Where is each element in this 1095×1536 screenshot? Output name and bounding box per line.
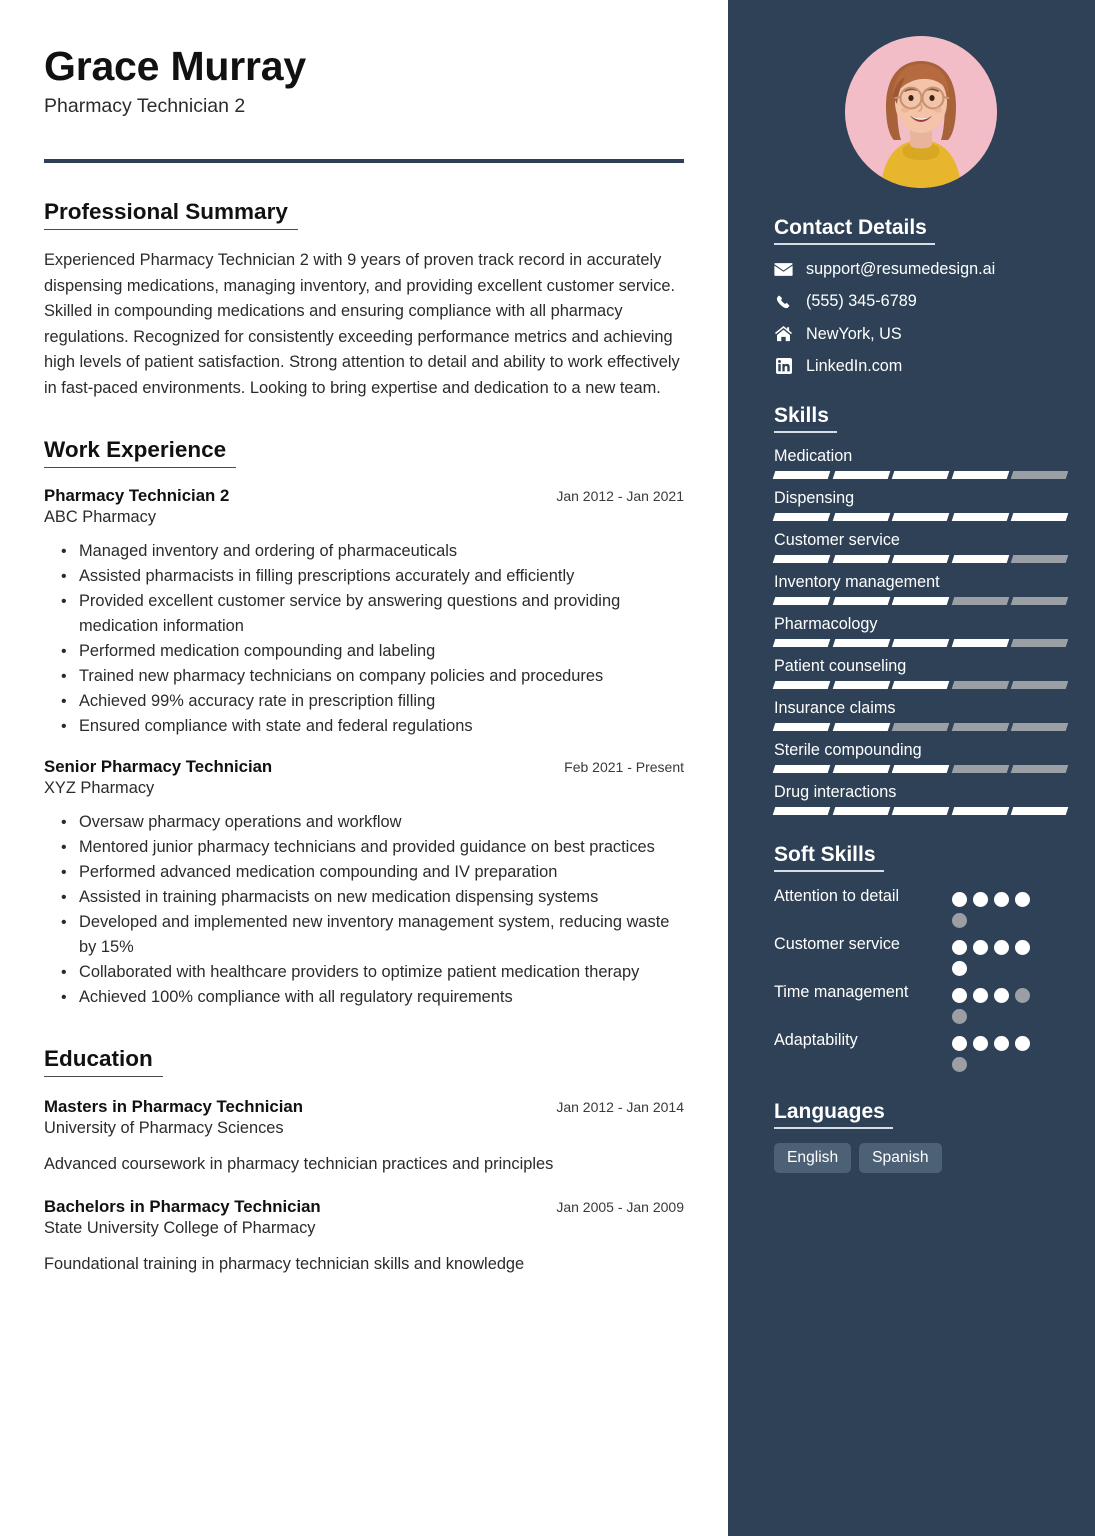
skill-label: Insurance claims xyxy=(774,699,896,717)
work-entry xyxy=(44,486,684,739)
skill-rating-bar xyxy=(774,807,1067,815)
work-bullet: • Oversaw pharmacy operations and workflow xyxy=(79,810,684,835)
skill-segment xyxy=(832,513,889,521)
skill-segment xyxy=(892,723,949,731)
soft-skill-dot xyxy=(994,988,1009,1003)
contact-item[interactable] xyxy=(774,259,1067,279)
skill-label: Inventory management xyxy=(774,573,940,591)
skill-segment xyxy=(832,471,889,479)
home-icon xyxy=(774,324,793,343)
soft-skill-rating xyxy=(952,1030,1042,1072)
skill-row xyxy=(774,657,1067,689)
section-languages xyxy=(774,1100,1067,1173)
section-title-soft-skills: Soft Skills xyxy=(774,843,876,872)
work-bullet: • Achieved 99% accuracy rate in prescription filling xyxy=(79,689,684,714)
contact-item[interactable] xyxy=(774,291,1067,311)
skill-segment xyxy=(1011,681,1068,689)
avatar xyxy=(845,36,997,188)
skills-list xyxy=(774,447,1067,815)
education-entry-header xyxy=(44,1197,684,1217)
soft-skill-label: Time management xyxy=(774,983,909,1001)
soft-skill-dot xyxy=(1015,940,1030,955)
soft-skill-dot xyxy=(952,1009,967,1024)
soft-skill-dot xyxy=(1015,1036,1030,1051)
skill-segment xyxy=(951,765,1008,773)
section-education xyxy=(44,1046,684,1277)
section-soft-skills xyxy=(774,843,1067,1072)
work-bullet: • Developed and implemented new inventory management system, reducing waste by 15% xyxy=(79,910,684,960)
work-entry-header xyxy=(44,757,684,777)
skill-segment xyxy=(1011,471,1068,479)
work-bullet: • Ensured compliance with state and federal regulations xyxy=(79,714,684,739)
skill-segment xyxy=(832,639,889,647)
work-entry-header xyxy=(44,486,684,506)
avatar-container xyxy=(774,36,1067,188)
soft-skill-dot xyxy=(994,940,1009,955)
skill-row xyxy=(774,573,1067,605)
header-divider xyxy=(44,159,684,163)
work-bullet: • Assisted pharmacists in filling prescriptions accurately and efficiently xyxy=(79,564,684,589)
soft-skill-dot xyxy=(973,892,988,907)
skill-segment xyxy=(1011,513,1068,521)
soft-skill-dot xyxy=(952,913,967,928)
education-school: University of Pharmacy Sciences xyxy=(44,1119,284,1138)
skill-segment xyxy=(832,597,889,605)
soft-skill-dot xyxy=(1015,892,1030,907)
work-bullet: • Performed medication compounding and labeling xyxy=(79,639,684,664)
soft-skill-dot xyxy=(952,961,967,976)
education-degree: Masters in Pharmacy Technician xyxy=(44,1097,303,1117)
summary-text: Experienced Pharmacy Technician 2 with 9 years of proven track record in accurately dispensing medications, managing inventory, and providing excellent customer service. Skilled in compounding medications and ensuring compliance with all pharmacy regulations. Recognized for consistently exceeding performance metrics and achieving high levels of patient satisfaction. Strong attention to detail and ability to work effectively in fast-paced environments. Looking to bring expertise and dedication to a new team. xyxy=(44,251,680,397)
education-entry xyxy=(44,1097,684,1177)
soft-skill-rating xyxy=(952,934,1042,976)
soft-skill-dot xyxy=(994,1036,1009,1051)
skill-label: Medication xyxy=(774,447,853,465)
skill-segment xyxy=(832,681,889,689)
education-school: State University College of Pharmacy xyxy=(44,1219,316,1238)
work-entry-date: Jan 2012 - Jan 2021 xyxy=(556,488,684,505)
skill-segment xyxy=(773,807,830,815)
skill-segment xyxy=(1011,807,1068,815)
skill-segment xyxy=(951,681,1008,689)
section-contact-details xyxy=(774,216,1067,376)
skill-segment xyxy=(951,597,1008,605)
skill-rating-bar xyxy=(774,681,1067,689)
education-degree: Bachelors in Pharmacy Technician xyxy=(44,1197,321,1217)
skill-rating-bar xyxy=(774,513,1067,521)
skill-segment xyxy=(951,555,1008,563)
skill-label: Customer service xyxy=(774,531,900,549)
soft-skill-label: Attention to detail xyxy=(774,887,900,905)
work-bullet: • Collaborated with healthcare providers to optimize patient medication therapy xyxy=(79,960,684,985)
soft-skill-dot xyxy=(952,892,967,907)
soft-skill-dot xyxy=(973,988,988,1003)
work-bullet: • Mentored junior pharmacy technicians and provided guidance on best practices xyxy=(79,835,684,860)
work-entry xyxy=(44,757,684,1010)
skill-rating-bar xyxy=(774,597,1067,605)
linkedin-icon xyxy=(774,356,793,375)
work-bullet: • Performed advanced medication compounding and IV preparation xyxy=(79,860,684,885)
education-date: Jan 2005 - Jan 2009 xyxy=(556,1199,684,1216)
skill-label: Patient counseling xyxy=(774,657,907,675)
skill-label: Pharmacology xyxy=(774,615,878,633)
soft-skill-row xyxy=(774,982,1067,1024)
soft-skill-row xyxy=(774,1030,1067,1072)
skill-row xyxy=(774,531,1067,563)
skill-segment xyxy=(951,807,1008,815)
soft-skill-dot xyxy=(973,940,988,955)
skill-row xyxy=(774,447,1067,479)
education-date: Jan 2012 - Jan 2014 xyxy=(556,1099,684,1116)
profile-photo-illustration xyxy=(845,36,997,188)
section-title-skills: Skills xyxy=(774,404,829,433)
skill-segment xyxy=(1011,555,1068,563)
soft-skill-dot xyxy=(952,940,967,955)
skill-segment xyxy=(892,639,949,647)
skill-segment xyxy=(951,723,1008,731)
work-bullet: • Managed inventory and ordering of pharmaceuticals xyxy=(79,539,684,564)
work-entry-title: Pharmacy Technician 2 xyxy=(44,486,230,506)
skill-segment xyxy=(892,555,949,563)
section-title-summary: Professional Summary xyxy=(44,199,288,230)
work-bullet-list xyxy=(44,810,684,1010)
contact-value: NewYork, US xyxy=(806,324,902,343)
soft-skill-dot xyxy=(1015,988,1030,1003)
work-bullet: • Achieved 100% compliance with all regulatory requirements xyxy=(79,985,684,1010)
skill-row xyxy=(774,489,1067,521)
language-list xyxy=(774,1143,1067,1173)
candidate-job-title: Pharmacy Technician 2 xyxy=(44,95,246,118)
soft-skill-rating xyxy=(952,982,1042,1024)
soft-skill-rating xyxy=(952,886,1042,928)
contact-value: (555) 345-6789 xyxy=(806,292,917,311)
skill-segment xyxy=(773,765,830,773)
work-entry-company: XYZ Pharmacy xyxy=(44,779,155,798)
education-description: Advanced coursework in pharmacy technician practices and principles xyxy=(44,1155,554,1174)
section-title-education: Education xyxy=(44,1046,153,1077)
soft-skill-dot xyxy=(952,1036,967,1051)
soft-skill-label: Customer service xyxy=(774,935,900,953)
soft-skill-label: Adaptability xyxy=(774,1031,858,1049)
work-bullet: • Assisted in training pharmacists on new medication dispensing systems xyxy=(79,885,684,910)
candidate-name: Grace Murray xyxy=(44,43,306,89)
skill-segment xyxy=(773,723,830,731)
language-pill: Spanish xyxy=(859,1143,941,1173)
skill-segment xyxy=(1011,639,1068,647)
skill-rating-bar xyxy=(774,471,1067,479)
skill-segment xyxy=(773,555,830,563)
skill-segment xyxy=(1011,723,1068,731)
skill-rating-bar xyxy=(774,723,1067,731)
skill-segment xyxy=(773,597,830,605)
envelope-icon xyxy=(774,260,793,279)
skill-segment xyxy=(832,765,889,773)
soft-skills-list xyxy=(774,886,1067,1072)
skill-segment xyxy=(892,471,949,479)
skill-row xyxy=(774,741,1067,773)
work-entry-company: ABC Pharmacy xyxy=(44,508,157,527)
skill-row xyxy=(774,615,1067,647)
skill-segment xyxy=(773,681,830,689)
skill-segment xyxy=(832,555,889,563)
skill-segment xyxy=(832,723,889,731)
education-entry-list xyxy=(44,1097,684,1277)
header-block xyxy=(44,44,684,118)
skill-row xyxy=(774,783,1067,815)
skill-segment xyxy=(951,639,1008,647)
section-title-contact: Contact Details xyxy=(774,216,927,245)
skill-rating-bar xyxy=(774,765,1067,773)
soft-skill-dot xyxy=(973,1036,988,1051)
section-skills xyxy=(774,404,1067,815)
skill-segment xyxy=(773,513,830,521)
sidebar xyxy=(728,0,1095,1536)
contact-item[interactable] xyxy=(774,356,1067,376)
language-pill: English xyxy=(774,1143,851,1173)
work-entry-date: Feb 2021 - Present xyxy=(564,759,684,776)
skill-segment xyxy=(1011,765,1068,773)
education-entry xyxy=(44,1197,684,1277)
section-title-work: Work Experience xyxy=(44,437,226,468)
skill-segment xyxy=(832,807,889,815)
skill-segment xyxy=(892,807,949,815)
soft-skill-row xyxy=(774,886,1067,928)
soft-skill-dot xyxy=(952,988,967,1003)
section-professional-summary xyxy=(44,199,684,401)
education-entry-header xyxy=(44,1097,684,1117)
work-entry-title: Senior Pharmacy Technician xyxy=(44,757,273,777)
contact-item[interactable] xyxy=(774,324,1067,344)
section-title-languages: Languages xyxy=(774,1100,885,1129)
skill-segment xyxy=(892,597,949,605)
skill-segment xyxy=(892,681,949,689)
skill-label: Sterile compounding xyxy=(774,741,922,759)
skill-rating-bar xyxy=(774,555,1067,563)
skill-segment xyxy=(892,765,949,773)
skill-label: Drug interactions xyxy=(774,783,897,801)
soft-skill-dot xyxy=(952,1057,967,1072)
skill-segment xyxy=(951,513,1008,521)
contact-value: LinkedIn.com xyxy=(806,356,903,375)
work-bullet: • Trained new pharmacy technicians on company policies and procedures xyxy=(79,664,684,689)
skill-segment xyxy=(773,471,830,479)
phone-icon xyxy=(774,292,793,311)
skill-segment xyxy=(1011,597,1068,605)
contact-list xyxy=(774,259,1067,376)
work-entry-list xyxy=(44,486,684,1010)
soft-skill-dot xyxy=(994,892,1009,907)
soft-skill-row xyxy=(774,934,1067,976)
skill-rating-bar xyxy=(774,639,1067,647)
work-bullet-list xyxy=(44,539,684,739)
section-work-experience xyxy=(44,437,684,1010)
skill-segment xyxy=(773,639,830,647)
skill-segment xyxy=(951,471,1008,479)
work-bullet: • Provided excellent customer service by answering questions and providing medication information xyxy=(79,589,684,639)
contact-value: support@resumedesign.ai xyxy=(806,260,996,278)
skill-segment xyxy=(892,513,949,521)
skill-row xyxy=(774,699,1067,731)
education-description: Foundational training in pharmacy technician skills and knowledge xyxy=(44,1255,525,1274)
skill-label: Dispensing xyxy=(774,489,855,507)
